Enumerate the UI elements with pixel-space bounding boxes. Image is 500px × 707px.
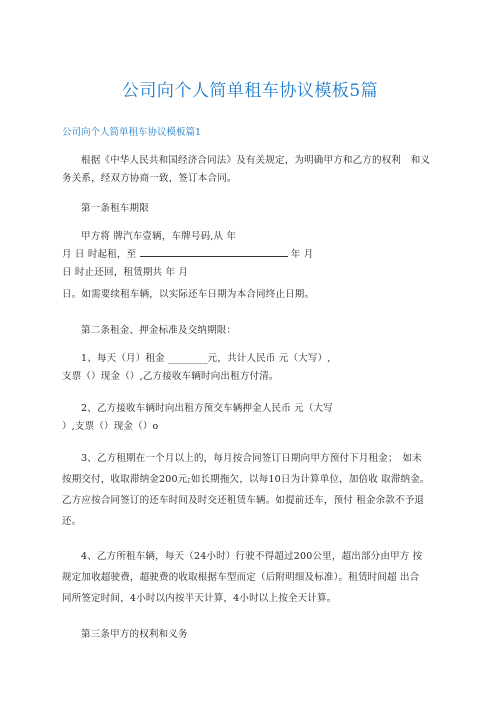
text-line: 规定加收超驶费，超驶费的收取根据车型而定（后附明细及标准）。租赁时间超 出合	[62, 572, 420, 583]
text-line: 务关系，经双方协商一致，签订本合同。	[62, 173, 237, 184]
text-line: 按期交付，收取滞纳金200元;如长期拖欠，以每10日为计算单位，加倍收 取滞纳金。	[62, 474, 430, 485]
text-line: 甲方将 牌汽车壹辆，车牌号码,从 年	[81, 231, 237, 242]
text-line: 乙方应按合同签订的还车时间及时交还租赁车辆。如提前还车，预付 租金余款不予退	[62, 495, 425, 506]
document-title: 公司向个人简单租车协议模板5篇	[121, 81, 379, 101]
text-line	[62, 246, 442, 264]
fill-blank-line	[140, 246, 288, 257]
document-subtitle: 公司向个人简单租车协议模板篇1	[62, 127, 202, 138]
text-line: 2、乙方接收车辆时向出租方预交车辆押金人民币 元（大写	[81, 403, 333, 414]
paragraph-term	[62, 228, 442, 304]
text-line: 同所签定时间，4小时以内按半天计算，4小时以上按全天计算。	[62, 593, 337, 604]
paragraph-intro	[62, 152, 442, 188]
text-line: ）,支票（）现金（）o	[62, 421, 159, 432]
section-heading-1: 第一条租车期限	[81, 203, 149, 214]
text-segment: 月 日 时起租，至	[62, 249, 140, 260]
text-line: 还。	[62, 516, 82, 527]
section-heading-2: 第二条租金、押金标准及交纳期限：	[81, 325, 237, 336]
paragraph-rent-4	[62, 548, 442, 608]
paragraph-rent-3	[62, 450, 442, 531]
text-line: 3、乙方租期在一个月以上的，每月按合同签订日期向甲方预付下月租金； 如未	[81, 453, 422, 464]
paragraph-rent-1	[62, 350, 442, 386]
paragraph-rent-2	[62, 400, 442, 436]
text-line: 日 时止还回，租赁期共 年 月	[62, 267, 189, 278]
text-line: 根据《中华人民共和国经济合同法》及有关规定，为明确甲方和乙方的权利 和义	[81, 155, 431, 166]
text-line: 日。如需要续租车辆，以实际还车日期为本合同终止日期。	[62, 289, 315, 300]
section-heading-3: 第三条甲方的权利和义务	[81, 629, 188, 640]
text-segment: 年 月	[290, 249, 314, 260]
text-line: 1、每天（月）租金 ________元，共计人民币 元（大写）,	[81, 353, 331, 364]
text-line: 4、乙方所租车辆，每天（24小时）行驶不得超过200公里，超出部分由甲方 按	[81, 551, 423, 562]
text-line: 支票（）现金（）,乙方接收车辆时向出租方付清。	[62, 371, 279, 382]
